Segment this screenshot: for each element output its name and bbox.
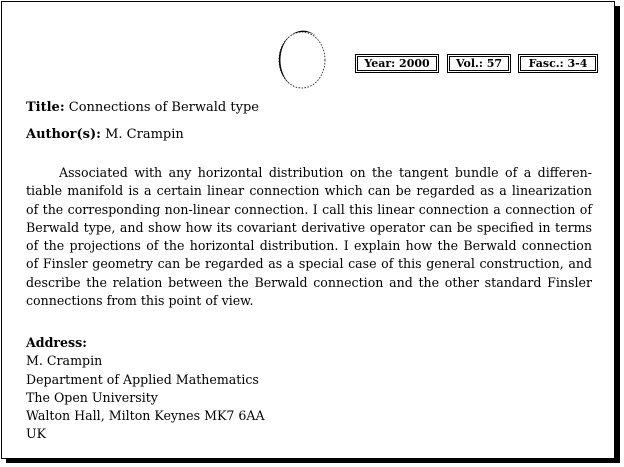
paper-title <box>26 100 259 115</box>
volume-box <box>447 54 511 73</box>
title-text: Connections of Berwald type <box>68 100 259 115</box>
year-box <box>355 54 439 73</box>
paper-authors <box>26 127 184 142</box>
fascicle-box <box>518 54 598 73</box>
address-line: Walton Hall, Milton Keynes MK7 6AA <box>26 408 265 424</box>
address-block <box>26 334 265 444</box>
address-line: Department of Applied Mathematics <box>26 371 259 387</box>
fascicle-label: Fasc.: 3-4 <box>528 57 588 70</box>
journal-logo-icon <box>276 30 328 90</box>
abstract-text: Associated with any horizontal distribution on the tangent bundle of a differentiable manifold is a certain linear connection which can be regarded as a linearization of the corresponding non-linear connection. I call this linear connection a connection of Berwald type, and show how its covariant derivative operator can be specified in terms of the projections of the horizontal distribution. I explain how the Berwald connection of Finsler geometry can be regarded as a special case of this general construction, and describe the relation between the Berwald connection and the other standard Finsler connections from this point of view. <box>26 165 592 309</box>
address-line: M. Crampin <box>26 353 103 369</box>
address-line: UK <box>26 426 47 442</box>
address-line: The Open University <box>26 389 158 405</box>
title-label: Title: <box>26 100 65 115</box>
author-label: Author(s): <box>26 127 101 142</box>
author-text: M. Crampin <box>105 127 184 142</box>
volume-label: Vol.: 57 <box>455 57 503 70</box>
address-label: Address: <box>26 335 87 350</box>
page-shadow-right <box>615 6 620 461</box>
year-label: Year: 2000 <box>364 57 430 70</box>
